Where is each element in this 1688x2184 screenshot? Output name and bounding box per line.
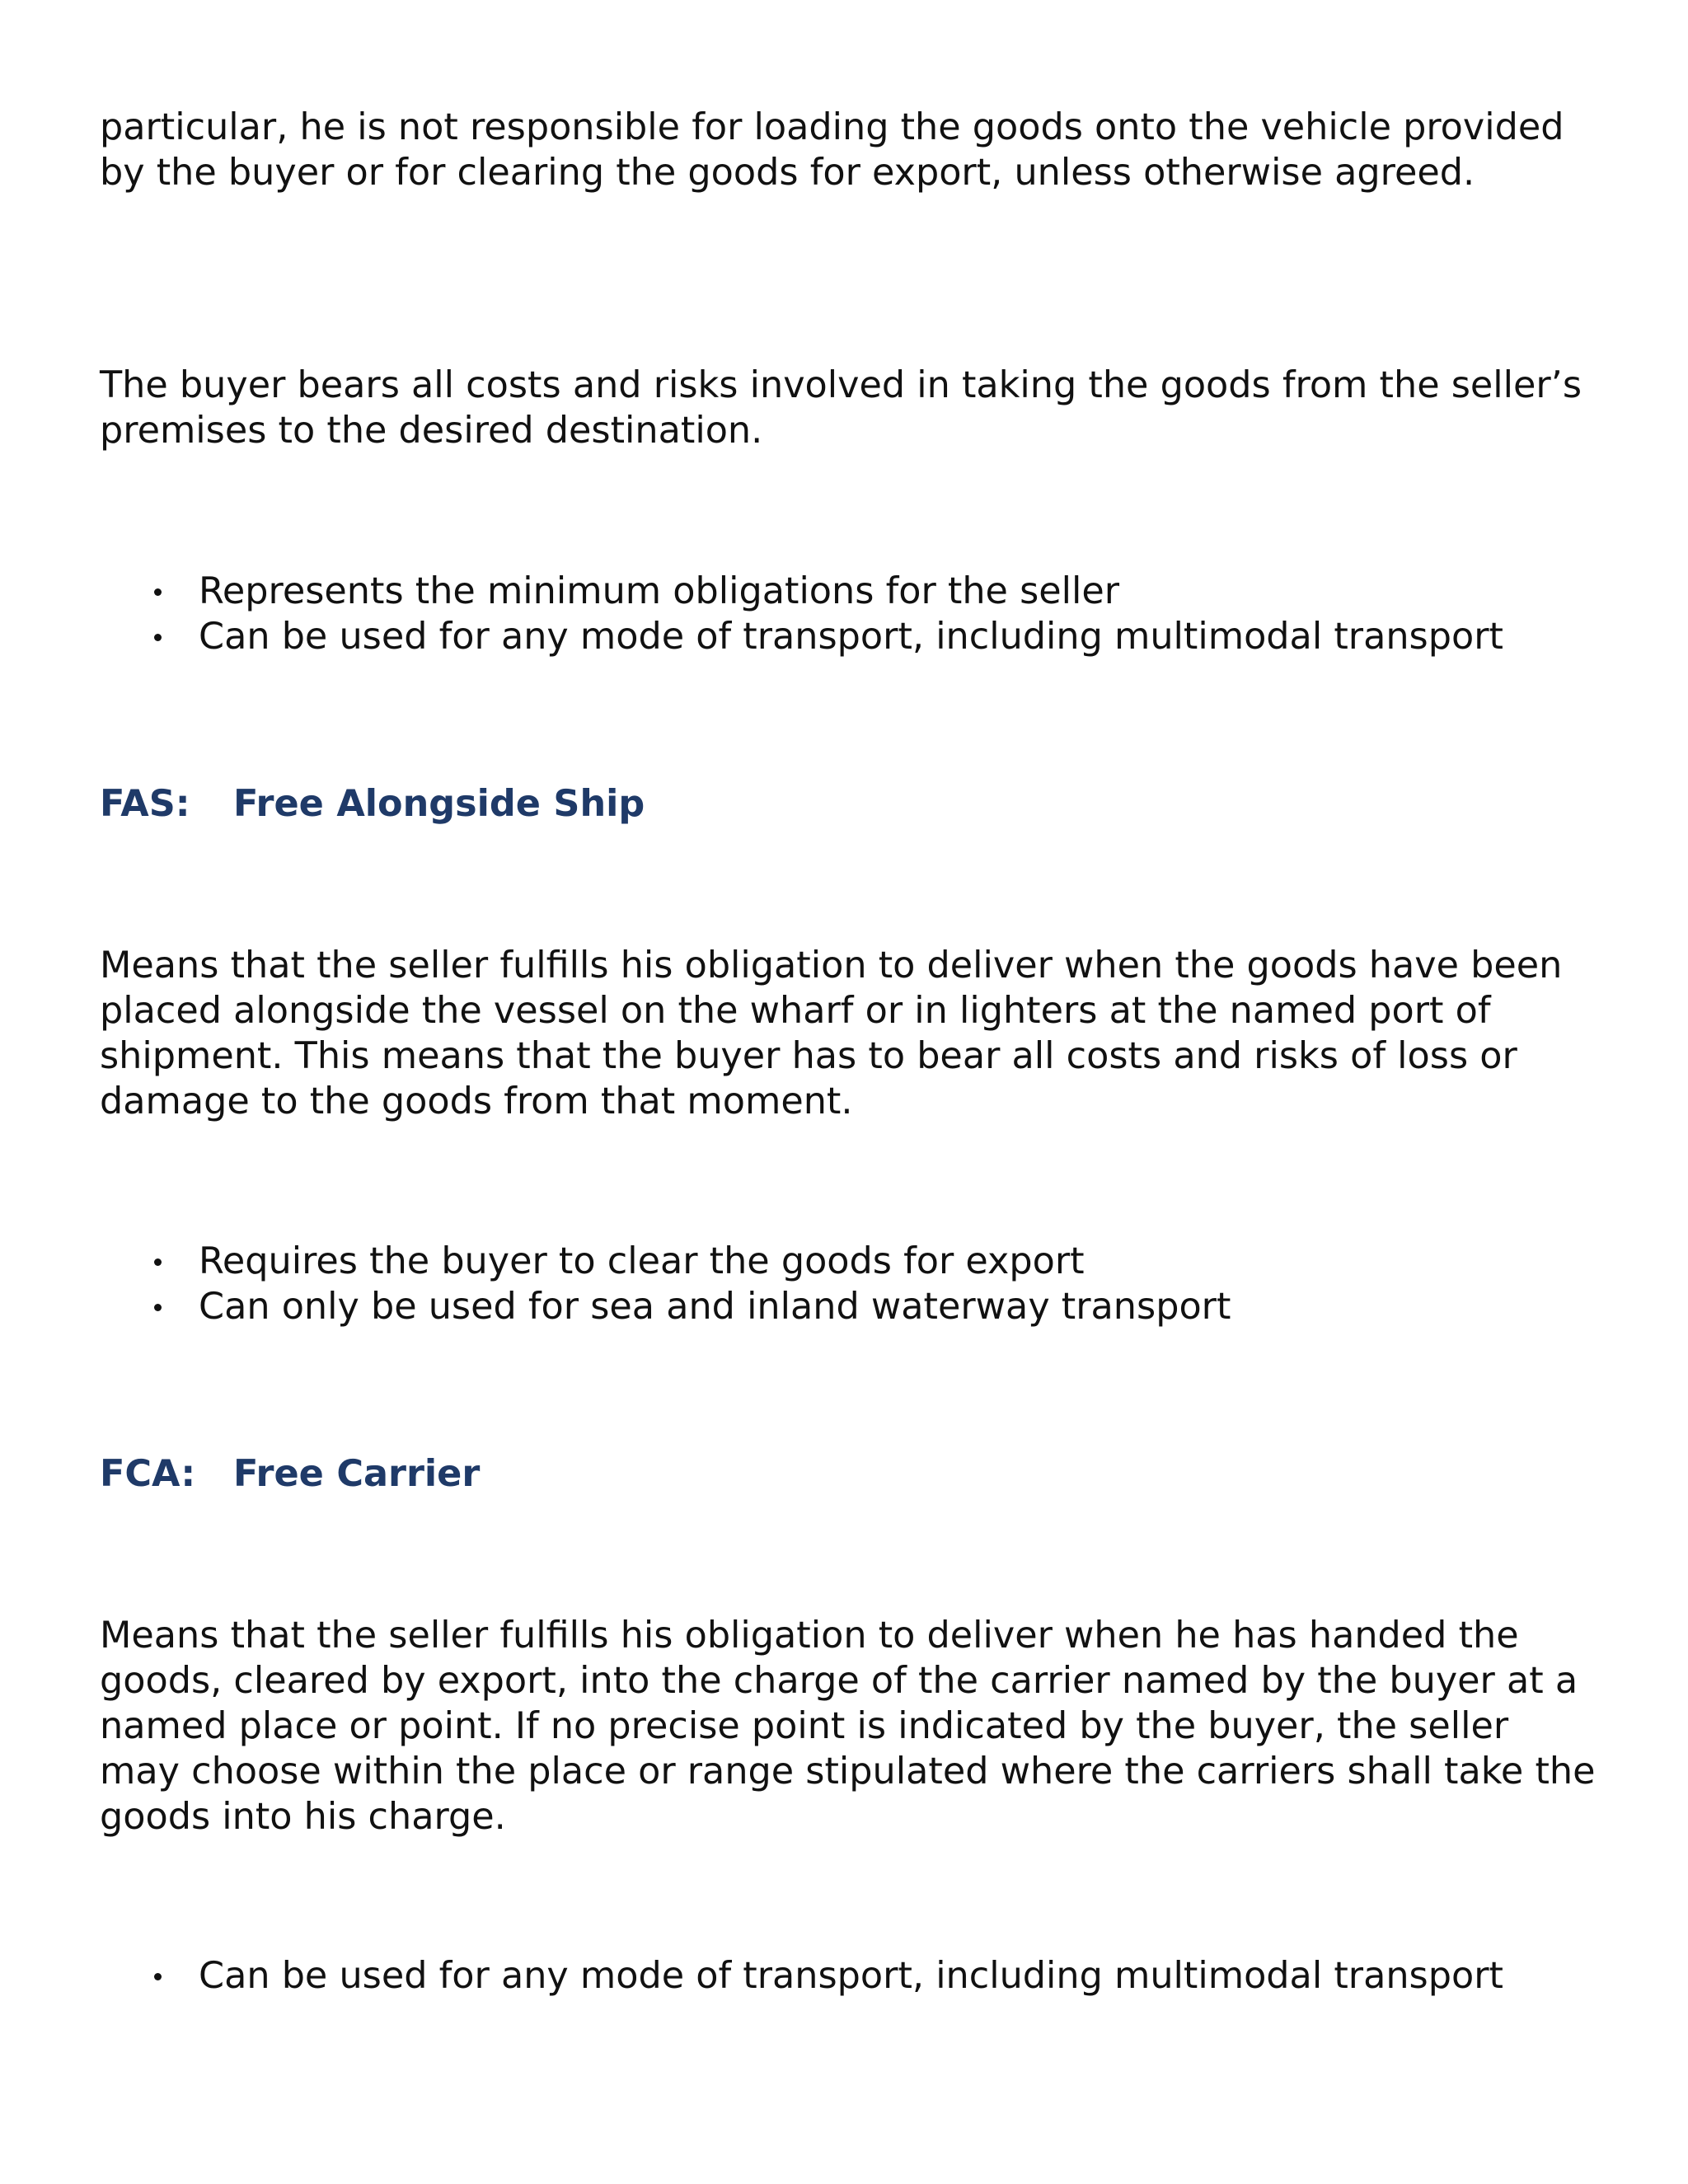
bullet-dot-icon — [154, 1258, 162, 1266]
list-item — [0, 1953, 1688, 1999]
bullet-text: Represents the minimum obligations for the seller — [199, 570, 1120, 612]
list-item — [0, 569, 1688, 614]
list-item — [0, 614, 1688, 659]
bullet-text: Can be used for any mode of transport, including multimodal transport — [199, 1955, 1503, 1997]
bullet-dot-icon — [154, 588, 162, 596]
fas-bullet-list — [0, 1239, 1688, 1329]
intro-paragraph-2: The buyer bears all costs and risks involved in taking the goods from the seller’s premises to the desired destination. — [100, 364, 1582, 452]
intro-paragraph-1: particular, he is not responsible for loading the goods onto the vehicle provided by the buyer or for clearing the goods for export, unless otherwise agreed. — [100, 106, 1564, 194]
bullet-text: Can only be used for sea and inland waterway transport — [199, 1286, 1231, 1328]
bullet-text: Requires the buyer to clear the goods for export — [199, 1240, 1085, 1282]
intro-bullet-list — [0, 569, 1688, 659]
bullet-dot-icon — [154, 1973, 162, 1980]
bullet-dot-icon — [154, 1304, 162, 1311]
fca-paragraph: Means that the seller fulfills his obligation to deliver when he has handed the goods, cleared by export, into the charge of the carrier named by the buyer at a named place or point. If no precise point is indicated by the buyer, the seller may choose within the place or range stipulated where the carriers shall take the goods into his charge. — [100, 1615, 1596, 1838]
fca-title: Free Carrier — [233, 1453, 481, 1495]
bullet-text: Can be used for any mode of transport, including multimodal transport — [199, 616, 1503, 658]
list-item — [0, 1284, 1688, 1329]
fas-title: Free Alongside Ship — [233, 783, 645, 825]
bullet-dot-icon — [154, 634, 162, 641]
fca-code: FCA: — [100, 1453, 196, 1495]
fas-heading — [100, 781, 645, 827]
fca-heading — [100, 1451, 480, 1497]
list-item — [0, 1239, 1688, 1284]
fca-bullet-list — [0, 1953, 1688, 1999]
fas-paragraph: Means that the seller fulfills his obligation to deliver when the goods have been placed alongside the vessel on the wharf or in lighters at the named port of shipment. This means that the buyer has to bear all costs and risks of loss or damage to the goods from that moment. — [100, 944, 1563, 1122]
fas-code: FAS: — [100, 783, 190, 825]
